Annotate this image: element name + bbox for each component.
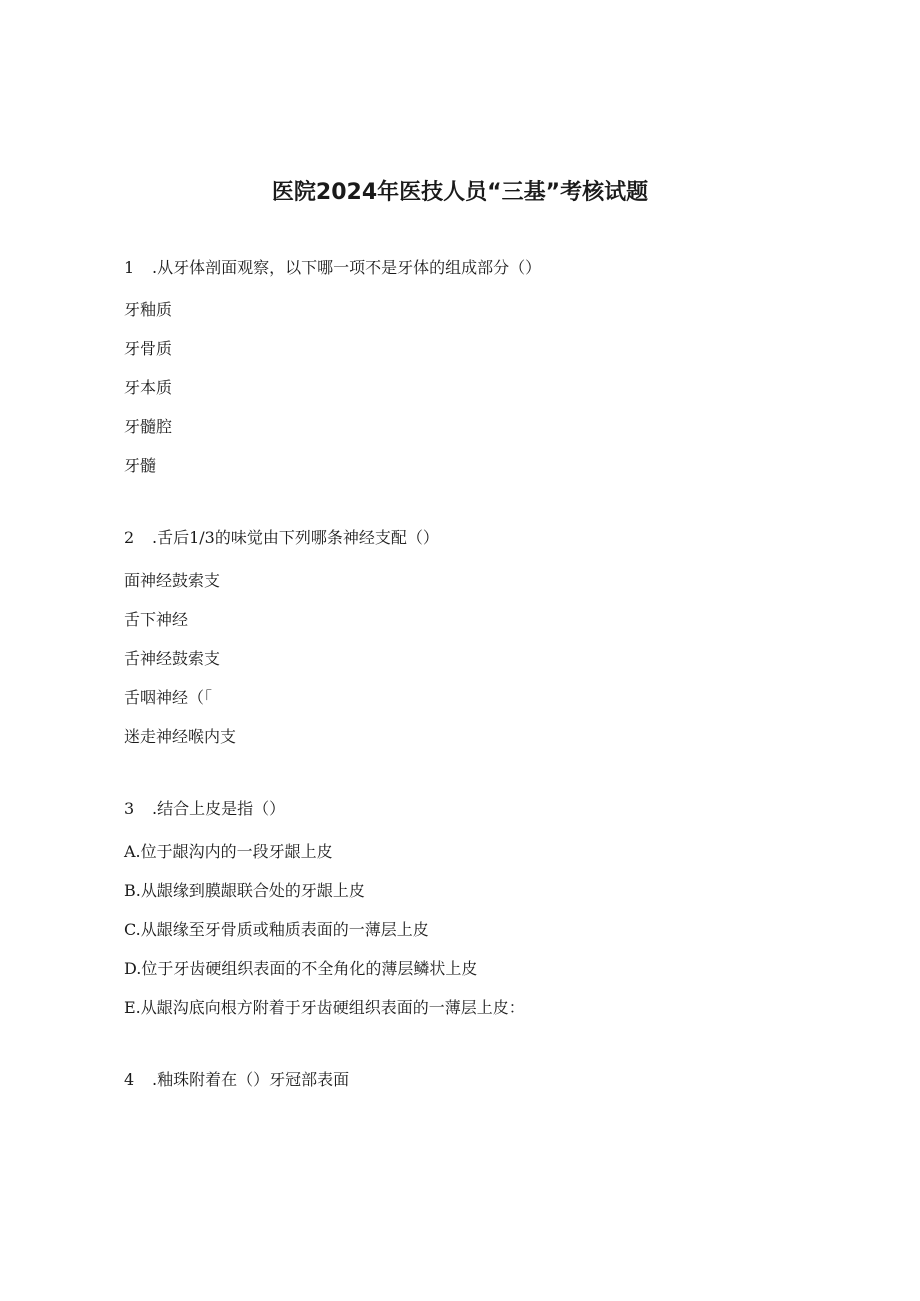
question-number: 1	[124, 258, 135, 277]
question-4	[124, 1069, 349, 1091]
q3-option-c: C.从龈缘至牙骨质或釉质表面的一薄层上皮	[124, 920, 429, 939]
q2-option-5: 迷走神经喉内支	[124, 727, 237, 746]
q3-option-d: D.位于牙齿硬组织表面的不全角化的薄层鳞状上皮	[124, 959, 478, 978]
q3-option-a: A.位于龈沟内的一段牙龈上皮	[124, 842, 333, 861]
question-text: .从牙体剖面观察，以下哪一项不是牙体的组成部分（）	[152, 258, 542, 277]
q2-option-3: 舌神经鼓索支	[124, 649, 221, 668]
q1-option-5: 牙髓	[124, 456, 157, 475]
q3-option-b: B.从龈缘到膜龈联合处的牙龈上皮	[124, 881, 365, 900]
question-number: 2	[124, 528, 135, 547]
question-number: 4	[124, 1070, 135, 1089]
q1-option-2: 牙骨质	[124, 339, 173, 358]
question-text: .舌后1/3的味觉由下列哪条神经支配（）	[152, 528, 439, 547]
page-title: 医院2024年医技人员“三基”考核试题	[271, 180, 649, 205]
q1-option-3: 牙本质	[124, 378, 173, 397]
q1-option-4: 牙髓腔	[124, 417, 173, 436]
question-3	[124, 798, 285, 820]
q3-option-e: E.从龈沟底向根方附着于牙齿硬组织表面的一薄层上皮：	[124, 998, 525, 1017]
question-1	[124, 257, 541, 279]
q2-option-1: 面神经鼓索支	[124, 571, 221, 590]
question-2	[124, 527, 439, 549]
q2-option-2: 舌下神经	[124, 610, 189, 629]
question-text: .结合上皮是指（）	[152, 799, 286, 818]
q1-option-1: 牙釉质	[124, 300, 173, 319]
question-number: 3	[124, 799, 135, 818]
q2-option-4: 舌咽神经（「	[124, 688, 213, 707]
question-text: .釉珠附着在（）牙冠部表面	[152, 1070, 350, 1089]
